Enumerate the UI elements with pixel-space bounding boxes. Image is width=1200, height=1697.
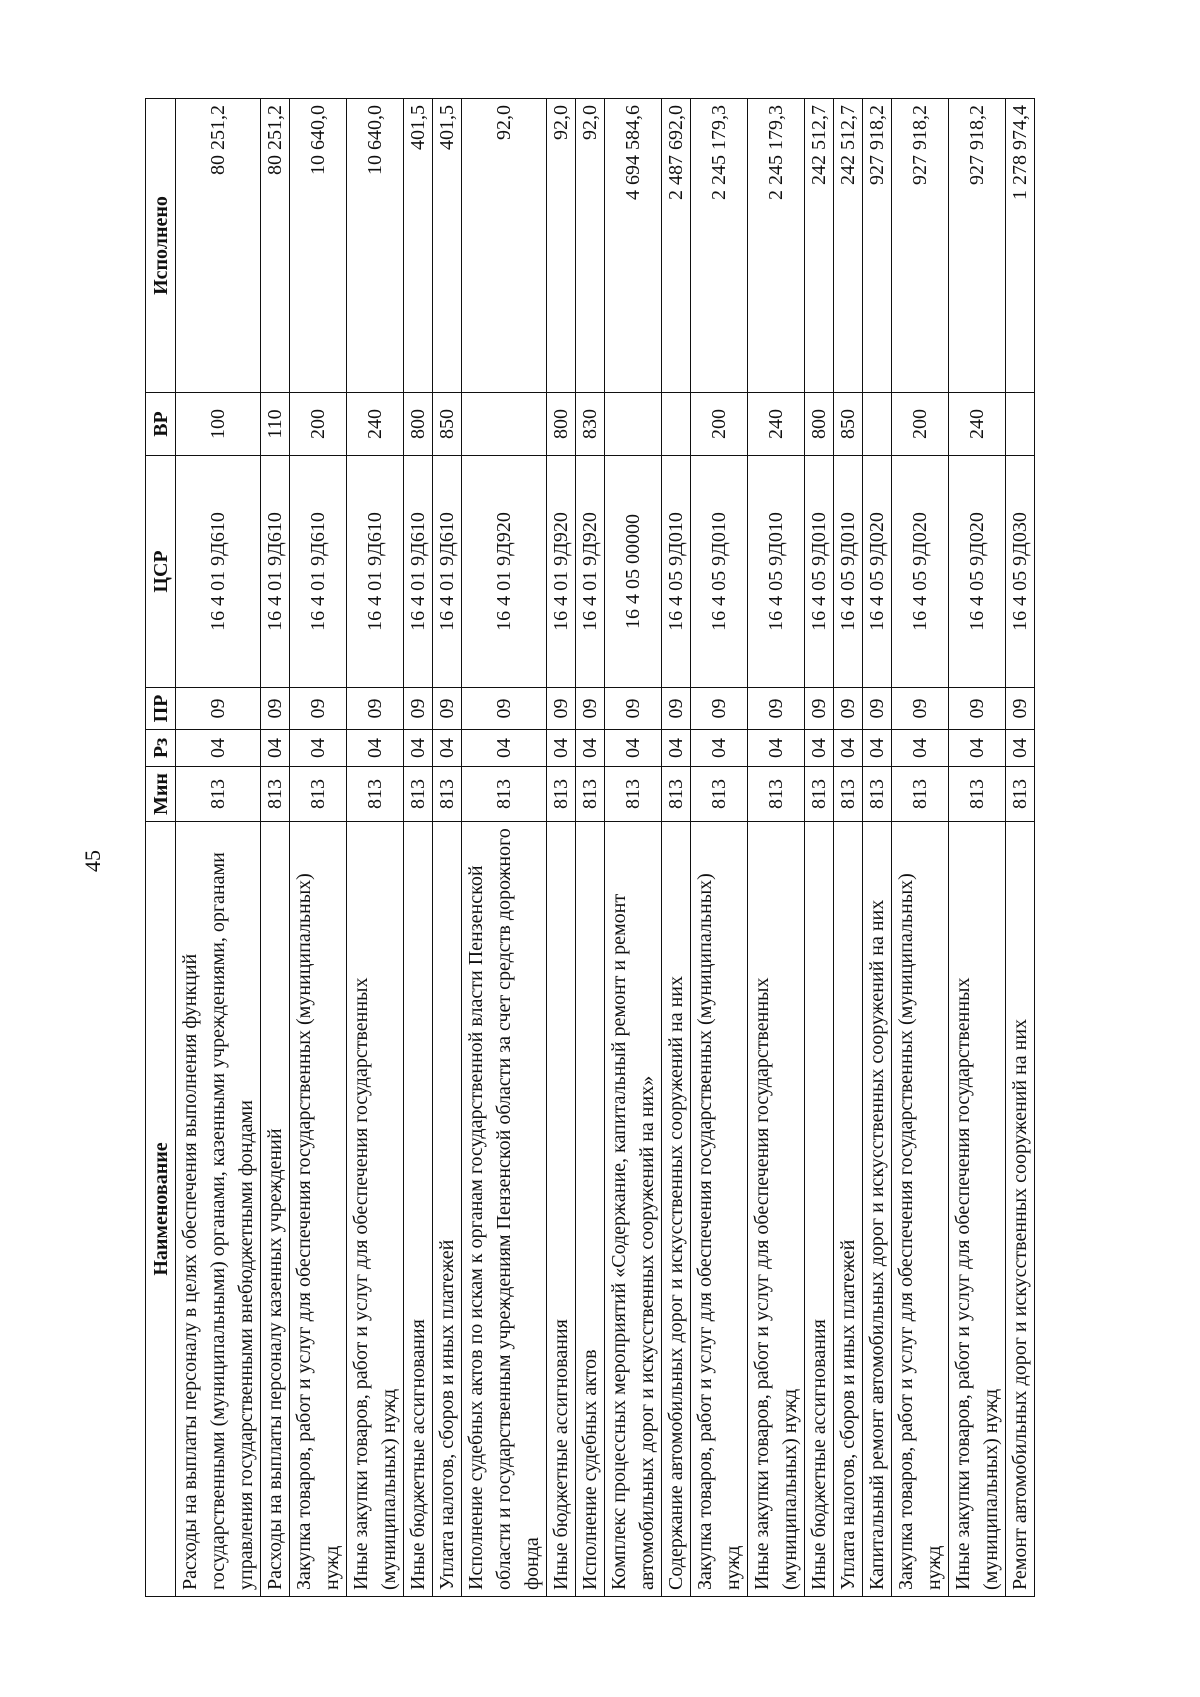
cell-vr: 200 [691, 393, 748, 456]
table-row [576, 99, 605, 1597]
cell-csr: 16 4 01 9Д610 [290, 456, 347, 688]
table-row [290, 99, 347, 1597]
cell-csr: 16 4 01 9Д610 [347, 456, 404, 688]
cell-name: Иные бюджетные ассигнования [805, 822, 834, 1597]
cell-executed: 2 245 179,3 [748, 99, 805, 393]
table-row [805, 99, 834, 1597]
header-csr: ЦСР [146, 456, 176, 688]
table-row [547, 99, 576, 1597]
cell-rz: 04 [834, 730, 863, 767]
cell-name: Закупка товаров, работ и услуг для обеспечения государственных (муниципальных) нужд [290, 822, 347, 1597]
cell-executed: 242 512,7 [834, 99, 863, 393]
cell-csr: 16 4 05 9Д010 [805, 456, 834, 688]
cell-min: 813 [748, 767, 805, 822]
header-pr: ПР [146, 688, 176, 730]
table-row [1006, 99, 1035, 1597]
cell-vr: 800 [805, 393, 834, 456]
cell-name: Содержание автомобильных дорог и искусственных сооружений на них [662, 822, 691, 1597]
cell-name: Иные закупки товаров, работ и услуг для обеспечения государственных (муниципальных) нужд [347, 822, 404, 1597]
cell-executed: 2 245 179,3 [691, 99, 748, 393]
cell-executed: 4 694 584,6 [605, 99, 662, 393]
header-vr: ВР [146, 393, 176, 456]
cell-name: Иные закупки товаров, работ и услуг для обеспечения государственных (муниципальных) нужд [748, 822, 805, 1597]
cell-rz: 04 [176, 730, 261, 767]
cell-csr: 16 4 01 9Д610 [176, 456, 261, 688]
table-row [691, 99, 748, 1597]
cell-vr [1006, 393, 1035, 456]
cell-rz: 04 [290, 730, 347, 767]
cell-vr [462, 393, 547, 456]
cell-executed: 1 278 974,4 [1006, 99, 1035, 393]
header-executed: Исполнено [146, 99, 176, 393]
cell-name: Ремонт автомобильных дорог и искусственных сооружений на них [1006, 822, 1035, 1597]
cell-min: 813 [547, 767, 576, 822]
cell-csr: 16 4 01 9Д920 [576, 456, 605, 688]
cell-min: 813 [404, 767, 433, 822]
cell-vr: 830 [576, 393, 605, 456]
cell-min: 813 [834, 767, 863, 822]
cell-rz: 04 [892, 730, 949, 767]
cell-min: 813 [176, 767, 261, 822]
cell-rz: 04 [805, 730, 834, 767]
cell-name: Расходы на выплаты персоналу казенных учреждений [261, 822, 290, 1597]
cell-pr: 09 [290, 688, 347, 730]
cell-pr: 09 [462, 688, 547, 730]
cell-rz: 04 [748, 730, 805, 767]
cell-executed: 242 512,7 [805, 99, 834, 393]
cell-executed: 80 251,2 [261, 99, 290, 393]
cell-executed: 92,0 [547, 99, 576, 393]
cell-vr: 240 [949, 393, 1006, 456]
cell-rz: 04 [547, 730, 576, 767]
cell-min: 813 [691, 767, 748, 822]
cell-csr: 16 4 01 9Д920 [547, 456, 576, 688]
budget-table [145, 98, 1035, 1597]
cell-min: 813 [347, 767, 404, 822]
cell-name: Уплата налогов, сборов и иных платежей [433, 822, 462, 1597]
table-row [605, 99, 662, 1597]
cell-pr: 09 [404, 688, 433, 730]
cell-executed: 927 918,2 [892, 99, 949, 393]
cell-csr: 16 4 05 9Д010 [834, 456, 863, 688]
cell-executed: 10 640,0 [290, 99, 347, 393]
cell-pr: 09 [261, 688, 290, 730]
table-header-row [146, 99, 176, 1597]
cell-name: Уплата налогов, сборов и иных платежей [834, 822, 863, 1597]
cell-name: Закупка товаров, работ и услуг для обеспечения государственных (муниципальных) нужд [892, 822, 949, 1597]
cell-pr: 09 [1006, 688, 1035, 730]
cell-pr: 09 [605, 688, 662, 730]
cell-rz: 04 [949, 730, 1006, 767]
cell-rz: 04 [433, 730, 462, 767]
cell-executed: 927 918,2 [949, 99, 1006, 393]
page-number: 45 [80, 850, 105, 872]
cell-rz: 04 [462, 730, 547, 767]
cell-vr [605, 393, 662, 456]
cell-min: 813 [462, 767, 547, 822]
cell-name: Иные бюджетные ассигнования [404, 822, 433, 1597]
cell-min: 813 [261, 767, 290, 822]
cell-vr: 850 [834, 393, 863, 456]
cell-rz: 04 [576, 730, 605, 767]
cell-pr: 09 [347, 688, 404, 730]
cell-pr: 09 [805, 688, 834, 730]
cell-csr: 16 4 05 9Д010 [691, 456, 748, 688]
table-row [892, 99, 949, 1597]
header-name: Наименование [146, 822, 176, 1597]
cell-name: Иные бюджетные ассигнования [547, 822, 576, 1597]
cell-pr: 09 [176, 688, 261, 730]
cell-executed: 92,0 [462, 99, 547, 393]
cell-csr: 16 4 05 9Д020 [949, 456, 1006, 688]
cell-vr [863, 393, 892, 456]
cell-rz: 04 [691, 730, 748, 767]
cell-pr: 09 [863, 688, 892, 730]
cell-name: Комплекс процессных мероприятий «Содержание, капитальный ремонт и ремонт автомобильных дорог и искусственных сооружений на них» [605, 822, 662, 1597]
cell-min: 813 [949, 767, 1006, 822]
cell-pr: 09 [748, 688, 805, 730]
cell-vr: 100 [176, 393, 261, 456]
cell-rz: 04 [261, 730, 290, 767]
table-row [261, 99, 290, 1597]
cell-pr: 09 [662, 688, 691, 730]
cell-rz: 04 [347, 730, 404, 767]
cell-rz: 04 [605, 730, 662, 767]
cell-min: 813 [576, 767, 605, 822]
cell-executed: 2 487 692,0 [662, 99, 691, 393]
header-min: Мин [146, 767, 176, 822]
cell-min: 813 [892, 767, 949, 822]
table-row [662, 99, 691, 1597]
cell-vr: 240 [347, 393, 404, 456]
cell-csr: 16 4 01 9Д920 [462, 456, 547, 688]
cell-min: 813 [290, 767, 347, 822]
cell-vr: 200 [892, 393, 949, 456]
table-row [834, 99, 863, 1597]
cell-vr [662, 393, 691, 456]
cell-executed: 10 640,0 [347, 99, 404, 393]
cell-min: 813 [433, 767, 462, 822]
table-row [949, 99, 1006, 1597]
cell-pr: 09 [949, 688, 1006, 730]
cell-vr: 850 [433, 393, 462, 456]
cell-pr: 09 [691, 688, 748, 730]
cell-pr: 09 [834, 688, 863, 730]
cell-pr: 09 [547, 688, 576, 730]
cell-pr: 09 [576, 688, 605, 730]
table-row [176, 99, 261, 1597]
table-row [347, 99, 404, 1597]
cell-name: Исполнение судебных актов по искам к органам государственной власти Пензенской области и государственным учреждениям Пензенской области за счет средств дорожного фонда [462, 822, 547, 1597]
table-row [462, 99, 547, 1597]
cell-csr: 16 4 01 9Д610 [433, 456, 462, 688]
cell-name: Исполнение судебных актов [576, 822, 605, 1597]
cell-csr: 16 4 05 9Д030 [1006, 456, 1035, 688]
header-rz: Рз [146, 730, 176, 767]
rotated-table-container [145, 99, 1031, 1597]
cell-csr: 16 4 05 00000 [605, 456, 662, 688]
cell-min: 813 [805, 767, 834, 822]
cell-name: Закупка товаров, работ и услуг для обеспечения государственных (муниципальных) нужд [691, 822, 748, 1597]
cell-vr: 800 [547, 393, 576, 456]
cell-pr: 09 [433, 688, 462, 730]
cell-name: Расходы на выплаты персоналу в целях обеспечения выполнения функций государственными (муниципальными) органами, казенными учреждениями, органами управления государственными внебюджетными фондами [176, 822, 261, 1597]
cell-vr: 240 [748, 393, 805, 456]
cell-csr: 16 4 01 9Д610 [404, 456, 433, 688]
cell-min: 813 [863, 767, 892, 822]
cell-name: Иные закупки товаров, работ и услуг для обеспечения государственных (муниципальных) нужд [949, 822, 1006, 1597]
table-row [433, 99, 462, 1597]
cell-executed: 401,5 [433, 99, 462, 393]
cell-rz: 04 [404, 730, 433, 767]
cell-executed: 401,5 [404, 99, 433, 393]
cell-name: Капитальный ремонт автомобильных дорог и искусственных сооружений на них [863, 822, 892, 1597]
cell-executed: 80 251,2 [176, 99, 261, 393]
table-row [404, 99, 433, 1597]
cell-vr: 200 [290, 393, 347, 456]
cell-executed: 92,0 [576, 99, 605, 393]
cell-min: 813 [605, 767, 662, 822]
table-row [863, 99, 892, 1597]
table-row [748, 99, 805, 1597]
cell-executed: 927 918,2 [863, 99, 892, 393]
cell-csr: 16 4 01 9Д610 [261, 456, 290, 688]
cell-rz: 04 [863, 730, 892, 767]
cell-min: 813 [1006, 767, 1035, 822]
cell-csr: 16 4 05 9Д010 [662, 456, 691, 688]
cell-rz: 04 [1006, 730, 1035, 767]
cell-vr: 110 [261, 393, 290, 456]
cell-rz: 04 [662, 730, 691, 767]
cell-csr: 16 4 05 9Д020 [892, 456, 949, 688]
cell-vr: 800 [404, 393, 433, 456]
cell-csr: 16 4 05 9Д010 [748, 456, 805, 688]
cell-min: 813 [662, 767, 691, 822]
cell-pr: 09 [892, 688, 949, 730]
cell-csr: 16 4 05 9Д020 [863, 456, 892, 688]
